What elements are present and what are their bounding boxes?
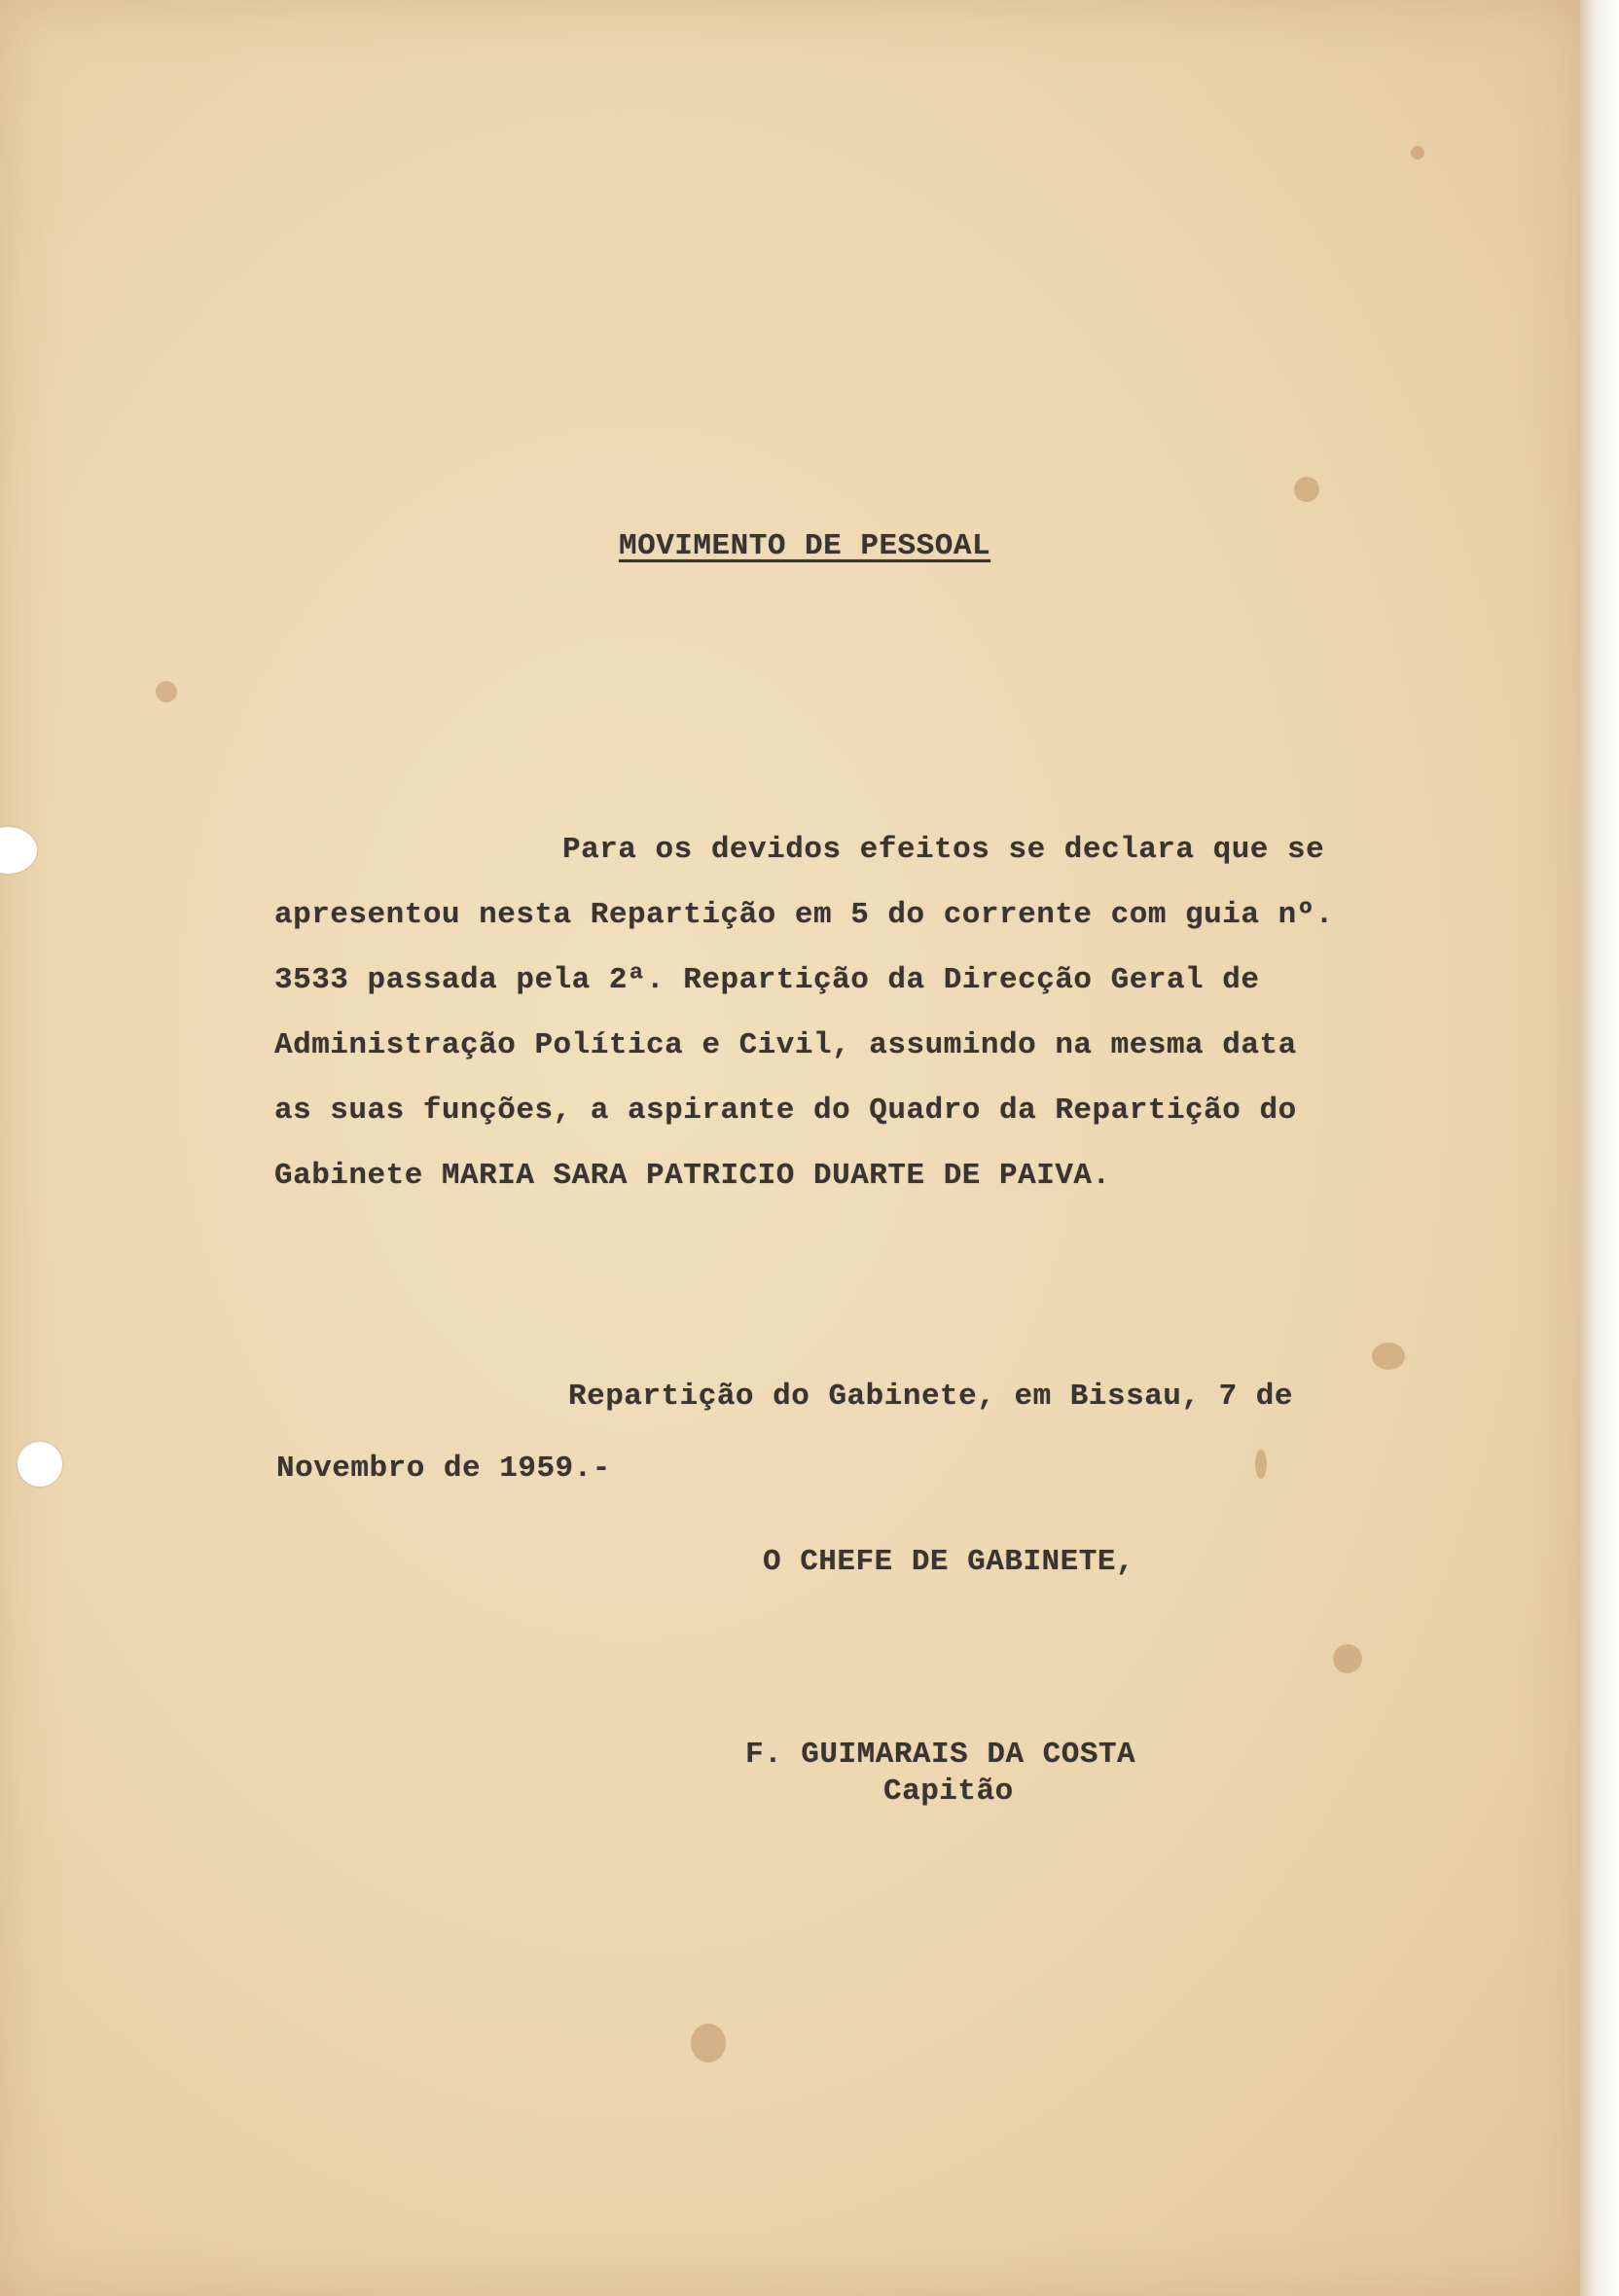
body-line-2: apresentou nesta Repartição em 5 do corrente com guia nº. bbox=[274, 898, 1334, 932]
stain-spot bbox=[1372, 1343, 1405, 1370]
signatory-name: F. GUIMARAIS DA COSTA bbox=[745, 1738, 1136, 1772]
stain-spot bbox=[1255, 1450, 1267, 1479]
body-line-3: 3533 passada pela 2ª. Repartição da Direcção Geral de bbox=[274, 963, 1260, 997]
signatory-rank: Capitão bbox=[883, 1775, 1014, 1809]
document-title: MOVIMENTO DE PESSOAL bbox=[619, 529, 991, 563]
punch-hole bbox=[0, 827, 37, 874]
punch-hole bbox=[18, 1442, 62, 1487]
body-line-4: Administração Política e Civil, assumindo na mesma data bbox=[274, 1028, 1297, 1062]
body-line-1: Para os devidos efeitos se declara que se bbox=[562, 833, 1325, 867]
stain-spot bbox=[1411, 146, 1424, 160]
place-date-line-2: Novembro de 1959.- bbox=[276, 1452, 611, 1486]
stain-spot bbox=[156, 681, 177, 702]
scan-edge bbox=[1580, 0, 1619, 2296]
body-line-5: as suas funções, a aspirante do Quadro da Repartição do bbox=[274, 1094, 1297, 1128]
closing-title: O CHEFE DE GABINETE, bbox=[763, 1545, 1135, 1579]
stain-spot bbox=[691, 2024, 726, 2063]
place-date-line-1: Repartição do Gabinete, em Bissau, 7 de bbox=[568, 1380, 1294, 1414]
stain-spot bbox=[1294, 477, 1319, 502]
stain-spot bbox=[1333, 1644, 1362, 1673]
body-line-6: Gabinete MARIA SARA PATRICIO DUARTE DE PAIVA. bbox=[274, 1159, 1111, 1193]
